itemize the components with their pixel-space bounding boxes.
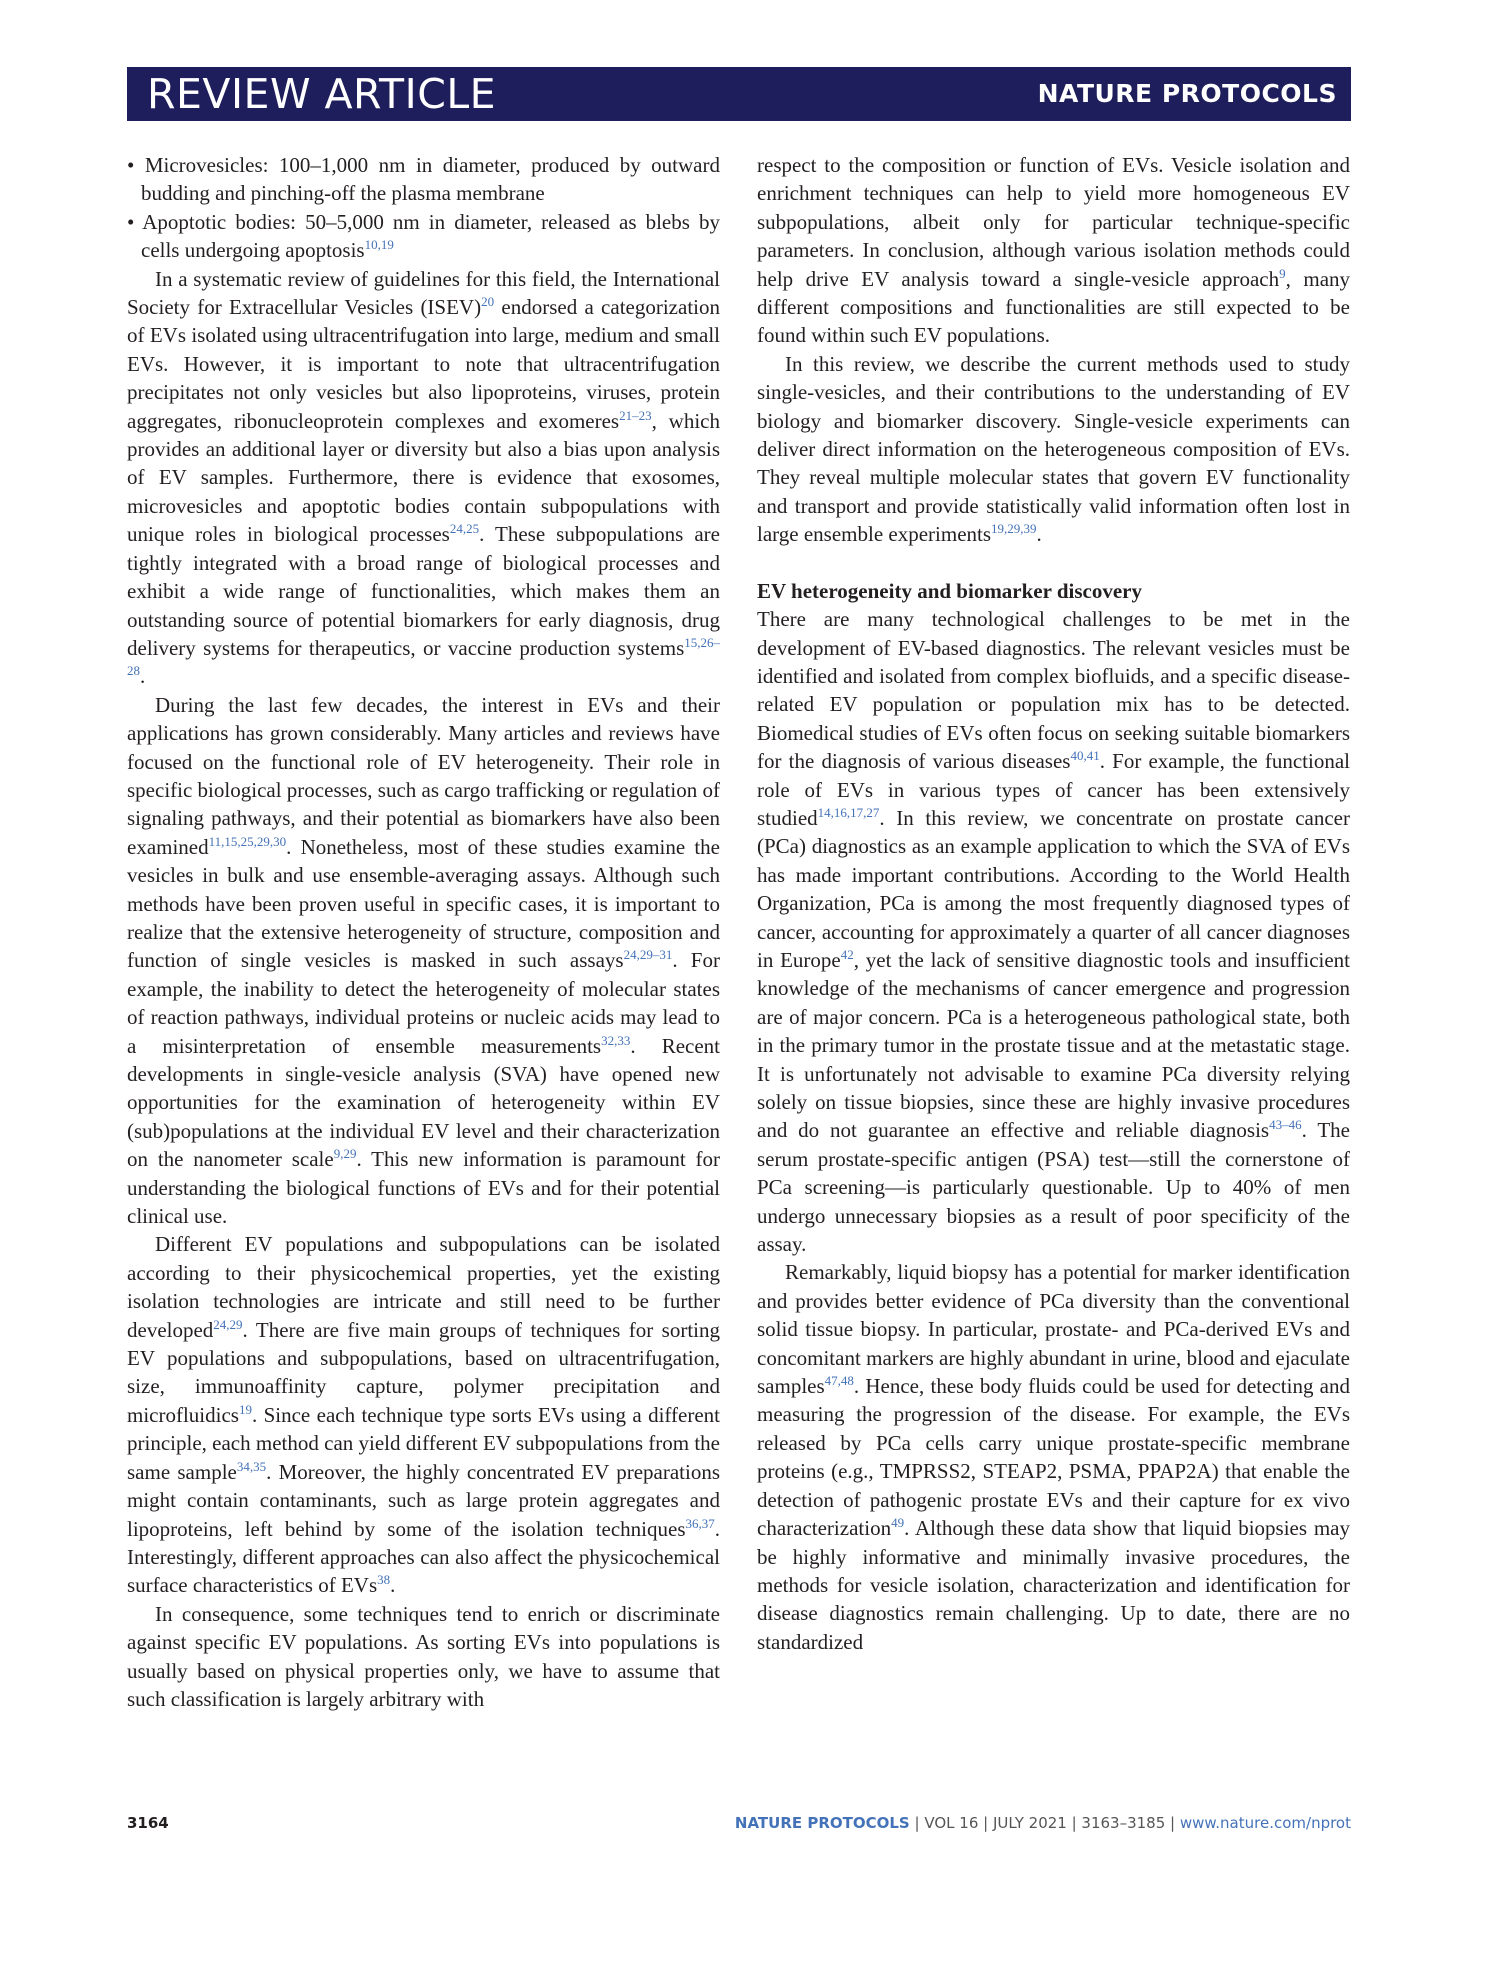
citation-ref[interactable]: 15,26–28 bbox=[127, 634, 720, 679]
paragraph bbox=[127, 265, 720, 691]
citation-ref[interactable]: 19,29,39 bbox=[991, 521, 1037, 537]
section-heading: EV heterogeneity and biomarker discovery bbox=[757, 578, 1142, 603]
paragraph-text: . In this review, we concentrate on prostate cancer (PCa) diagnostics as an example application to which the SVA of EVs has made important contributions. According to the World Health Organization, PCa is among the most frequently diagnosed types of cancer, accounting for approximately a quarter of all cancer diagnoses in Europe bbox=[757, 805, 1350, 972]
paragraph bbox=[127, 1230, 720, 1599]
citation-ref[interactable]: 19 bbox=[238, 1401, 252, 1417]
page-number: 3164 bbox=[127, 1814, 169, 1832]
paragraph-text: . Since each technique type sorts EVs using a different principle, each method can yield different EV subpopulations from the same sample bbox=[127, 1402, 720, 1484]
paragraph bbox=[127, 1600, 720, 1714]
citation-ref[interactable]: 24,29 bbox=[213, 1316, 243, 1332]
paragraph-text: Different EV populations and subpopulations can be isolated according to their physicochemical properties, yet the existing isolation technologies are intricate and still need to be further developed bbox=[127, 1232, 720, 1342]
citation-ref[interactable]: 36,37 bbox=[685, 1515, 715, 1531]
bullet-text: • Apoptotic bodies: 50–5,000 nm in diameter, released as blebs by cells undergoing apoptosis bbox=[127, 209, 720, 263]
citation-ref[interactable]: 20 bbox=[481, 294, 495, 310]
footer-journal: NATURE PROTOCOLS bbox=[734, 1814, 910, 1832]
footer-citation: | VOL 16 | JULY 2021 | 3163–3185 | bbox=[909, 1814, 1180, 1832]
paragraph-text: . Hence, these body fluids could be used for detecting and measuring the progression of the disease. For example, the EVs released by PCa cells carry unique prostate-specific membrane proteins (e.g., TMPRSS2, STEAP2, PSMA, PPAP2A) that enable the detection of pathogenic prostate EVs and their capture for ex vivo characterization bbox=[757, 1374, 1350, 1541]
citation-ref[interactable]: 11,15,25,29,30 bbox=[208, 833, 287, 849]
citation-ref[interactable]: 21–23 bbox=[619, 407, 652, 423]
citation-ref[interactable]: 9 bbox=[1279, 265, 1286, 281]
paragraph-text: respect to the composition or function of EVs. Vesicle isolation and enrichment techniques can help to yield more homogeneous EV subpopulations, albeit only for particular technique-specific parameters. In conclusion, although various isolation methods could help drive EV analysis toward a single-vesicle approach bbox=[757, 153, 1350, 291]
journal-link[interactable]: www.nature.com/nprot bbox=[1179, 1814, 1351, 1832]
paragraph-text: . Moreover, the highly concentrated EV preparations might contain contaminants, such as large protein aggregates and lipoproteins, left behind by some of the isolation techniques bbox=[127, 1459, 720, 1541]
paragraph-text: . There are five main groups of techniques for sorting EV populations and subpopulations, based on ultracentrifugation, size, immunoaffinity capture, polymer precipitation and microfluidics bbox=[127, 1317, 720, 1427]
paragraph bbox=[757, 1258, 1350, 1656]
paragraph-text: , many different compositions and functionalities are still expected to be found within such EV populations. bbox=[757, 266, 1351, 348]
page-footer bbox=[127, 1814, 1351, 1842]
citation-ref[interactable]: 14,16,17,27 bbox=[817, 804, 880, 820]
paragraph-text: . Nonetheless, most of these studies examine the vesicles in bulk and use ensemble-averaging assays. Although such methods have been proven useful in specific cases, it is important to realize that the extensive heterogeneity of structure, composition and function of single vesicles is masked in such assays bbox=[127, 834, 720, 973]
paragraph-text: . The serum prostate-specific antigen (PSA) test—still the cornerstone of PCa screening—is particularly questionable. Up to 40% of men undergo unnecessary biopsies as a result of poor specificity of the assay. bbox=[757, 1118, 1350, 1257]
citation-ref[interactable]: 47,48 bbox=[824, 1373, 854, 1389]
right-column bbox=[757, 151, 1350, 1656]
paragraph-text: , which provides an additional layer or diversity but also a bias upon analysis of EV samples. Furthermore, there is evidence that exosomes, microvesicles and apoptotic bodies contain subpopulations with unique roles in biological processes bbox=[127, 408, 720, 547]
journal-citation bbox=[735, 1814, 1351, 1832]
bullet-microvesicles: • Microvesicles: 100–1,000 nm in diameter, produced by outward budding and pinching-off the plasma membrane bbox=[127, 153, 720, 206]
citation-ref[interactable]: 38 bbox=[377, 1572, 391, 1588]
paragraph bbox=[757, 350, 1350, 549]
bullet-apoptotic-bodies bbox=[127, 208, 720, 265]
paragraph-text: In this review, we describe the current methods used to study single-vesicles, and their contributions to the understanding of EV biology and biomarker discovery. Single-vesicle experiments can deliver direct information on the heterogeneous composition of EVs. They reveal multiple molecular states that govern EV functionality and transport and provide statistically valid information often lost in large ensemble experiments bbox=[757, 351, 1350, 547]
paragraph-text: . bbox=[1036, 522, 1042, 547]
header-banner bbox=[127, 67, 1351, 121]
citation-ref[interactable]: 10,19 bbox=[364, 237, 394, 253]
paragraph-text: . This new information is paramount for understanding the biological functions of EVs and for their potential clinical use. bbox=[127, 1147, 720, 1229]
citation-ref[interactable]: 40,41 bbox=[1070, 748, 1100, 764]
citation-ref[interactable]: 43–46 bbox=[1269, 1117, 1302, 1133]
paragraph-text: , yet the lack of sensitive diagnostic tools and insufficient knowledge of the mechanisms of cancer emergence and progression are of major concern. PCa is a heterogeneous pathological state, both in the primary tumor in the prostate tissue and at the metastatic stage. It is unfortunately not advisable to examine PCa diversity relying solely on tissue biopsies, since these are highly invasive procedures and do not guarantee an effective and reliable diagnosis bbox=[757, 947, 1350, 1143]
paragraph-text: . bbox=[140, 664, 146, 689]
paragraph-text: During the last few decades, the interest in EVs and their applications has grown considerably. Many articles and reviews have focused on the functional role of EV heterogeneity. Their role in specific biological processes, such as cargo trafficking or regulation of signaling pathways, and their potential as biomarkers have also been examined bbox=[127, 692, 720, 859]
citation-ref[interactable]: 49 bbox=[891, 1515, 905, 1531]
journal-label: NATURE PROTOCOLS bbox=[1037, 79, 1337, 108]
paragraph bbox=[757, 605, 1350, 1258]
paragraph-text: . bbox=[390, 1573, 396, 1598]
paragraph bbox=[757, 151, 1350, 350]
citation-ref[interactable]: 9,29 bbox=[333, 1146, 357, 1162]
paragraph-text: Remarkably, liquid biopsy has a potential for marker identification and provides better evidence of PCa diversity than the conventional solid tissue biopsy. In particular, prostate- and PCa-derived EVs and concomitant markers are highly abundant in urine, blood and ejaculate samples bbox=[757, 1260, 1350, 1399]
paragraph-text: In consequence, some techniques tend to enrich or discriminate against specific EV populations. As sorting EVs into populations is usually based on physical properties only, we have to assume that such classification is largely arbitrary with bbox=[127, 1601, 720, 1711]
paragraph-text: . Although these data show that liquid biopsies may be highly informative and minimally invasive procedures, the methods for vesicle isolation, characterization and identification for disease diagnostics remain challenging. Up to date, there are no standardized bbox=[757, 1516, 1350, 1654]
paragraph-text: In a systematic review of guidelines for this field, the International Society for Extracellular Vesicles (ISEV) bbox=[127, 266, 720, 320]
citation-ref[interactable]: 34,35 bbox=[236, 1458, 267, 1474]
paragraph-text: . For example, the inability to detect the heterogeneity of molecular states of reaction pathways, individual proteins or nucleic acids may lead to a misinterpretation of ensemble measurements bbox=[127, 948, 720, 1058]
paragraph-text: . Recent developments in single-vesicle analysis (SVA) have opened new opportunities for the examination of heterogeneity within EV (sub)populations at the individual EV level and their characterization on the nanometer scale bbox=[127, 1033, 720, 1172]
paragraph-text: endorsed a categorization of EVs isolated using ultracentrifugation into large, medium and small EVs. However, it is important to note that ultracentrifugation precipitates not only vesicles but also lipoproteins, viruses, protein aggregates, ribonucleoprotein complexes and exomeres bbox=[127, 295, 720, 433]
paragraph-text: . Interestingly, different approaches can also affect the physicochemical surface characteristics of EVs bbox=[127, 1516, 720, 1598]
paragraph-text: . These subpopulations are tightly integrated with a broad range of biological processes and exhibit a wide range of functionalities, which makes them an outstanding source of potential biomarkers for early diagnosis, drug delivery systems for therapeutics, or vaccine production systems bbox=[127, 522, 720, 660]
paragraph bbox=[127, 691, 720, 1231]
citation-ref[interactable]: 24,29–31 bbox=[623, 947, 673, 963]
citation-ref[interactable]: 32,33 bbox=[601, 1032, 631, 1048]
paragraph-text: . For example, the functional role of EVs in various types of cancer has been extensively studied bbox=[757, 749, 1350, 830]
paragraph-text: There are many technological challenges to be met in the development of EV-based diagnostics. The relevant vesicles must be identified and isolated from complex biofluids, and a specific disease-related EV population or population mix has to be detected. Biomedical studies of EVs often focus on seeking suitable biomarkers for the diagnosis of various diseases bbox=[757, 607, 1350, 774]
left-column bbox=[127, 151, 720, 1713]
citation-ref[interactable]: 24,25 bbox=[449, 521, 480, 537]
section-label: REVIEW ARTICLE bbox=[147, 70, 497, 118]
citation-ref[interactable]: 42 bbox=[840, 946, 854, 962]
